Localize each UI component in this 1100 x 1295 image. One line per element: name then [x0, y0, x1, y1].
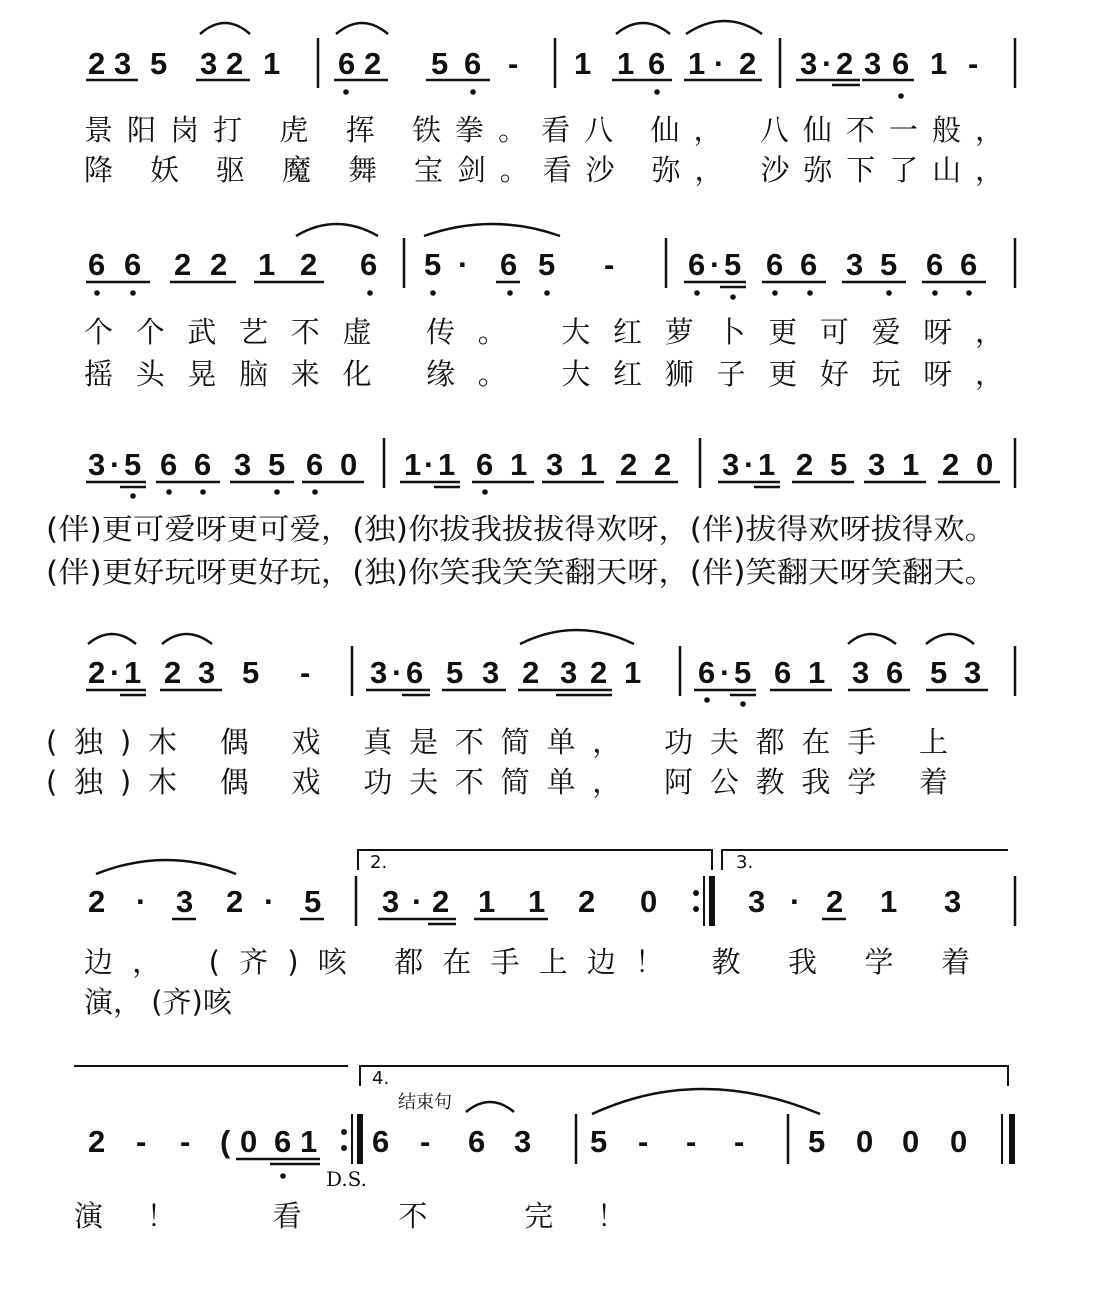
lyric-line: 演！ 看 不 完！	[74, 1199, 626, 1233]
dash: -	[180, 1124, 191, 1159]
note: 6	[274, 1124, 292, 1159]
dot-sign: ·	[720, 655, 731, 690]
note: 6	[88, 247, 106, 282]
dash: -	[136, 1124, 147, 1159]
volta-labels-row-5	[370, 852, 753, 873]
note: 3	[846, 247, 864, 282]
note: 6	[960, 247, 978, 282]
note: 6	[926, 247, 944, 282]
note: 2	[88, 46, 106, 81]
lyric-line: (伴)更可爱呀更可爱，(独)你拔我拔拔得欢呀，(伴)拔得欢呀拔得欢。	[46, 512, 996, 546]
note: 6	[766, 247, 784, 282]
note: 6	[774, 655, 792, 690]
note: 3	[382, 884, 400, 919]
note: 6	[306, 447, 324, 482]
dot-sign: ·	[714, 46, 725, 81]
octave-dots-row-4	[704, 697, 746, 707]
note: 0	[640, 884, 658, 919]
note: 3	[114, 46, 132, 81]
note: 3	[868, 447, 886, 482]
lyrics-row-2	[84, 315, 1004, 391]
notes-row-4	[88, 655, 981, 690]
dot-sign: ·	[264, 884, 275, 919]
note: 5	[304, 884, 322, 919]
note: 0	[240, 1124, 258, 1159]
note: 2	[300, 247, 318, 282]
note: 5	[930, 655, 948, 690]
note: 3	[722, 447, 740, 482]
note: 1	[478, 884, 496, 919]
note: 1	[580, 447, 598, 482]
note: 5	[446, 655, 464, 690]
note: 3	[748, 884, 766, 919]
note: 1	[617, 46, 635, 81]
note: 2	[164, 655, 182, 690]
note: 3	[546, 447, 564, 482]
note: 6	[464, 46, 482, 81]
repeat-sign-row-6	[341, 1114, 360, 1164]
note: 6	[160, 447, 178, 482]
note: 3	[944, 884, 962, 919]
note: 5	[150, 46, 168, 81]
dot-sign: ·	[822, 46, 833, 81]
note: 2	[432, 884, 450, 919]
dot-sign: ·	[110, 447, 121, 482]
note: 0	[340, 447, 358, 482]
dot-sign: ·	[110, 655, 121, 690]
system-5	[84, 850, 1015, 1019]
dot-sign: ·	[458, 247, 469, 282]
note: 0	[950, 1124, 968, 1159]
octave-dots-row-6	[280, 1173, 286, 1179]
lyric-line: 演， (齐)咳	[84, 985, 232, 1019]
system-3	[46, 438, 1015, 589]
note: 3	[200, 46, 218, 81]
note: 1	[124, 655, 142, 690]
note: 3	[800, 46, 818, 81]
note: 2	[226, 46, 244, 81]
note: 6	[698, 655, 716, 690]
dot-sign: ·	[392, 655, 403, 690]
lyric-line: (独)木 偶 戏 真是不简单， 功夫都在手 上	[46, 725, 949, 759]
dash: -	[508, 46, 519, 81]
lyric-line: 降 妖 驱 魔 舞 宝剑。看沙 弥， 沙弥下了山，	[84, 153, 1004, 187]
note: 3	[864, 46, 882, 81]
note: 6	[886, 655, 904, 690]
note: 3	[370, 655, 388, 690]
note: 1	[263, 46, 281, 81]
system-2	[84, 224, 1015, 391]
note: 1	[574, 46, 592, 81]
note: 6	[800, 247, 818, 282]
note: 2	[826, 884, 844, 919]
note: 6	[124, 247, 142, 282]
note: 2	[210, 247, 228, 282]
dash: -	[300, 655, 311, 690]
note: 1	[438, 447, 456, 482]
note: 5	[424, 247, 442, 282]
note: 2	[942, 447, 960, 482]
note: 3	[88, 447, 106, 482]
note: 0	[902, 1124, 920, 1159]
note: 1	[808, 655, 826, 690]
notes-row-5	[88, 884, 961, 919]
note: 1	[624, 655, 642, 690]
dash: -	[968, 46, 979, 81]
note: 2	[88, 884, 106, 919]
note: 0	[856, 1124, 874, 1159]
note: 1	[258, 247, 276, 282]
dash: -	[604, 247, 615, 282]
lyric-line: (独)木 偶 戏 功夫不简单， 阿公教我学 着	[46, 765, 949, 799]
lyric-line: 景阳岗打 虎 挥 铁拳。看八 仙， 八仙不一般，	[84, 113, 1004, 147]
repeat-sign-row-5	[693, 876, 712, 926]
note: 5	[808, 1124, 826, 1159]
note: 1	[528, 884, 546, 919]
markings-row-4	[86, 630, 1015, 696]
dal-segno-mark: D.S.	[326, 1167, 368, 1191]
note: 6	[360, 247, 378, 282]
note: 1	[758, 447, 776, 482]
note: 2	[364, 46, 382, 81]
volta-labels-row-6	[372, 1068, 452, 1113]
note: 5	[538, 247, 556, 282]
final-barline	[1002, 1114, 1012, 1164]
lyrics-row-3	[46, 512, 996, 589]
dash: -	[420, 1124, 431, 1159]
note: 6	[406, 655, 424, 690]
note: 2	[836, 46, 854, 81]
note: 2	[174, 247, 192, 282]
dash: -	[638, 1124, 649, 1159]
note: 2	[522, 655, 540, 690]
notes-row-6	[88, 1124, 967, 1159]
note: 2	[88, 1124, 106, 1159]
note: 1	[880, 884, 898, 919]
note: 6	[194, 447, 212, 482]
note: 3	[852, 655, 870, 690]
volta-2-label: 2.	[370, 852, 388, 873]
lyrics-row-5	[84, 945, 970, 1019]
note: 6	[476, 447, 494, 482]
system-6	[74, 1066, 1012, 1233]
system-4	[46, 630, 1015, 799]
note: 2	[654, 447, 672, 482]
lyrics-row-6	[74, 1199, 626, 1233]
note: 1	[930, 46, 948, 81]
note: 2	[88, 655, 106, 690]
volta-4-label: 4.	[372, 1068, 390, 1089]
note: 6	[892, 46, 910, 81]
note: 5	[590, 1124, 608, 1159]
note: 1	[902, 447, 920, 482]
octave-dots-row-3	[130, 489, 488, 499]
volta-brackets-row-5	[358, 850, 1008, 870]
open-paren: (	[220, 1124, 231, 1159]
note: 5	[124, 447, 142, 482]
octave-dots-row-1	[343, 89, 904, 99]
lyrics-row-4	[46, 725, 948, 799]
note: 6	[500, 247, 518, 282]
note: 5	[724, 247, 742, 282]
note: 5	[880, 247, 898, 282]
dot-sign: ·	[136, 884, 147, 919]
lyrics-row-1	[84, 113, 1004, 187]
note: 2	[739, 46, 757, 81]
lyric-line: 个个武艺不虚 传。 大红萝卜更可爱呀，	[84, 315, 1005, 349]
note: 6	[468, 1124, 486, 1159]
note: 5	[268, 447, 286, 482]
note: 0	[976, 447, 994, 482]
note: 1	[510, 447, 528, 482]
notes-row-3	[88, 447, 993, 482]
dot-sign: ·	[412, 884, 423, 919]
note: 6	[688, 247, 706, 282]
note: 2	[226, 884, 244, 919]
note: 2	[590, 655, 608, 690]
dot-sign: ·	[744, 447, 755, 482]
note: 5	[242, 655, 260, 690]
note: 3	[198, 655, 216, 690]
note: 6	[338, 46, 356, 81]
note: 2	[578, 884, 596, 919]
note: 2	[620, 447, 638, 482]
note: 1	[688, 46, 706, 81]
note: 1	[404, 447, 422, 482]
notes-row-1	[88, 46, 978, 81]
system-1	[84, 21, 1015, 187]
volta-3-label: 3.	[736, 852, 754, 873]
dot-sign: ·	[790, 884, 801, 919]
note: 3	[514, 1124, 532, 1159]
lyric-line: (伴)更好玩呀更好玩，(独)你笑我笑笑翻天呀，(伴)笑翻天呀笑翻天。	[46, 555, 996, 589]
dash: -	[686, 1124, 697, 1159]
note: 5	[431, 46, 449, 81]
ending-label: 结束句	[398, 1092, 452, 1113]
note: 5	[830, 447, 848, 482]
note: 3	[964, 655, 982, 690]
note: 2	[796, 447, 814, 482]
note: 6	[648, 46, 666, 81]
note: 3	[482, 655, 500, 690]
note: 6	[372, 1124, 390, 1159]
notes-row-2	[88, 247, 977, 282]
dash: -	[734, 1124, 745, 1159]
note: 3	[560, 655, 578, 690]
lyric-line: 边， (齐)咳 都在手上边！ 教 我 学 着	[84, 945, 971, 979]
octave-dots-row-2	[94, 290, 972, 300]
note: 3	[234, 447, 252, 482]
volta-brackets-row-6	[74, 1066, 1008, 1086]
lyric-line: 摇头晃脑来化 缘。 大红狮子更好玩呀，	[84, 357, 1005, 391]
note: 1	[300, 1124, 318, 1159]
dot-sign: ·	[424, 447, 435, 482]
note: 3	[176, 884, 194, 919]
dot-sign: ·	[710, 247, 721, 282]
note: 5	[734, 655, 752, 690]
